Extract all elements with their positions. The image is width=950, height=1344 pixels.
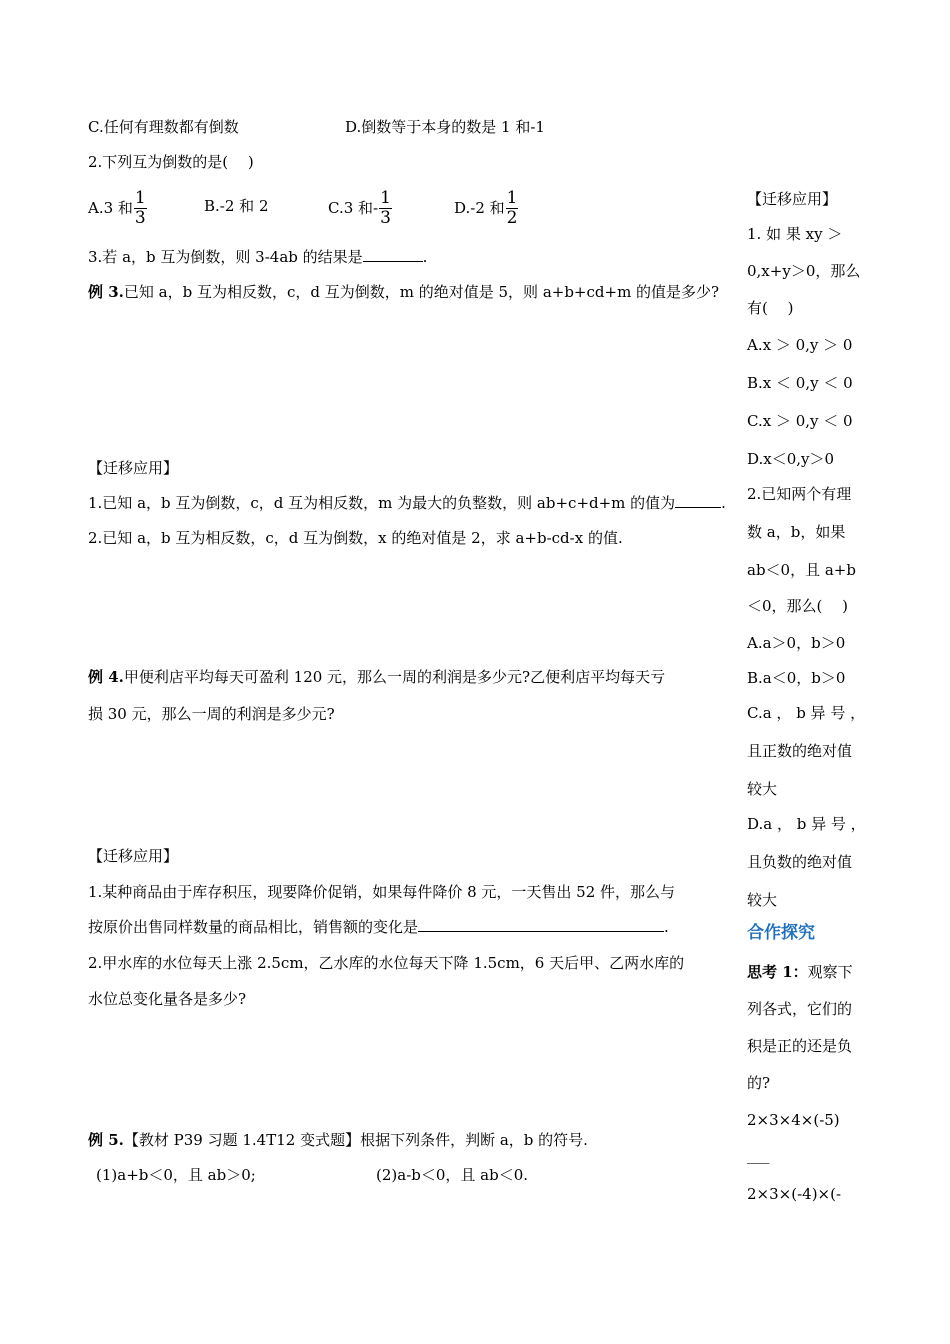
think-line: 积是正的还是负 (747, 1037, 853, 1055)
side-option: C.a ， b 异 号 ， (747, 704, 866, 722)
transfer-2-question-2-line-2: 水位总变化量各是多少? (88, 990, 247, 1008)
example-3-label: 例 3. (88, 283, 124, 301)
side-option: B.x ＜ 0,y ＜ 0 (747, 374, 853, 392)
think-line: 列各式，它们的 (747, 1000, 853, 1018)
q2-option-a-prefix: A.3 和 (88, 199, 133, 217)
product-expression-1: 2×3×4×(-5) (747, 1111, 840, 1129)
question-2: 2.下列互为倒数的是( ) (88, 153, 254, 171)
side-transfer-title: 【迁移应用】 (747, 190, 838, 208)
transfer-1-question-2: 2.已知 a，b 互为相反数，c，d 互为倒数，x 的绝对值是 2，求 a+b-cd-x 的值. (88, 529, 623, 547)
fraction (379, 189, 392, 228)
fraction-numerator: 1 (506, 187, 518, 208)
example-5-text: 【教材 P39 习题 1.4T12 变式题】根据下列条件，判断 a，b 的符号. (123, 1131, 588, 1149)
transfer-1-question-1-end: . (721, 494, 726, 512)
transfer-title-2: 【迁移应用】 (88, 847, 179, 865)
think-1 (747, 962, 853, 982)
transfer-1-question-1 (88, 493, 726, 513)
example-4-text: 甲便利店平均每天可盈利 120 元，那么一周的利润是多少元?乙便利店平均每天亏 (123, 668, 666, 686)
side-line: ab＜0，且 a+b (747, 561, 856, 579)
example-4-label: 例 4. (88, 668, 124, 686)
option-d: D.倒数等于本身的数是 1 和-1 (345, 118, 545, 136)
side-option: D.x＜0,y＞0 (747, 450, 835, 468)
side-line: 2.已知两个有理 (747, 485, 852, 503)
fraction-numerator: 1 (380, 187, 391, 208)
fraction-denominator: 2 (506, 207, 518, 228)
side-line: 较大 (747, 780, 778, 798)
example-4-line-1 (88, 667, 665, 687)
side-option: C.x ＞ 0,y ＜ 0 (747, 412, 853, 430)
transfer-2-question-1-text: 按原价出售同样数量的商品相比，销售额的变化是 (88, 918, 419, 936)
side-line: 且负数的绝对值 (747, 853, 853, 871)
q2-option-b: B.-2 和 2 (204, 197, 269, 215)
example-4-line-2: 损 30 元，那么一周的利润是多少元? (88, 705, 335, 723)
product-expression-2: 2×3×(-4)×(- (747, 1185, 842, 1203)
answer-blank[interactable] (675, 493, 721, 508)
transfer-2-question-1-line-2 (88, 917, 669, 937)
question-3-end: . (422, 248, 428, 266)
think-1-label: 思考 1： (747, 963, 808, 981)
example-3 (88, 282, 719, 302)
answer-blank[interactable] (418, 917, 664, 932)
side-line: 0,x+y＞0，那么 (747, 262, 861, 280)
q2-option-c-prefix: C.3 和- (328, 199, 379, 217)
cooperative-inquiry-heading: 合作探究 (747, 923, 815, 943)
product-expression-1-blank[interactable]: ___ (747, 1146, 770, 1164)
side-line: 数 a，b，如果 (747, 523, 846, 541)
side-option: B.a＜0，b＞0 (747, 669, 846, 687)
fraction-denominator: 3 (380, 207, 391, 228)
q2-option-a (88, 186, 147, 230)
example-5-label: 例 5. (88, 1131, 124, 1149)
q2-option-d-prefix: D.-2 和 (454, 199, 505, 217)
transfer-2-question-1-end: . (664, 918, 669, 936)
question-3-text: 3.若 a，b 互为倒数，则 3-4ab 的结果是 (88, 248, 363, 266)
fraction (134, 189, 147, 228)
option-c: C.任何有理数都有倒数 (88, 118, 239, 136)
side-option: A.a＞0，b＞0 (747, 634, 846, 652)
q2-option-d (454, 186, 518, 230)
fraction-numerator: 1 (134, 187, 146, 208)
side-line: 有( ) (747, 299, 794, 317)
q2-option-c (328, 186, 392, 230)
side-line: 1. 如 果 xy ＞ (747, 225, 843, 243)
example-5 (88, 1130, 588, 1150)
transfer-2-question-1-line-1: 1.某种商品由于库存积压，现要降价促销，如果每件降价 8 元，一天售出 52 件，那么与 (88, 883, 676, 901)
side-option: D.a ， b 异 号 ， (747, 815, 866, 833)
question-3 (88, 247, 427, 267)
side-line: 较大 (747, 891, 778, 909)
side-line: 且正数的绝对值 (747, 742, 853, 760)
side-option: A.x ＞ 0,y ＞ 0 (747, 336, 853, 354)
fraction (506, 189, 519, 228)
transfer-2-question-2-line-1: 2.甲水库的水位每天上涨 2.5cm，乙水库的水位每天下降 1.5cm，6 天后甲、乙两水库的 (88, 954, 685, 972)
example-3-text: 已知 a，b 互为相反数，c，d 互为倒数，m 的绝对值是 5，则 a+b+cd+m 的值是多少? (123, 283, 720, 301)
transfer-title-1: 【迁移应用】 (88, 459, 179, 477)
think-line: 的? (747, 1074, 771, 1092)
think-1-text: 观察下 (807, 963, 853, 981)
example-5-condition-1: (1)a+b＜0，且 ab＞0; (96, 1166, 256, 1184)
side-line: ＜0，那么( ) (747, 597, 849, 615)
fraction-denominator: 3 (134, 207, 146, 228)
example-5-condition-2: (2)a-b＜0，且 ab＜0. (376, 1166, 529, 1184)
transfer-1-question-1-text: 1.已知 a，b 互为倒数，c，d 互为相反数，m 为最大的负整数，则 ab+c+d+m 的值为 (88, 494, 676, 512)
answer-blank[interactable] (363, 247, 423, 262)
